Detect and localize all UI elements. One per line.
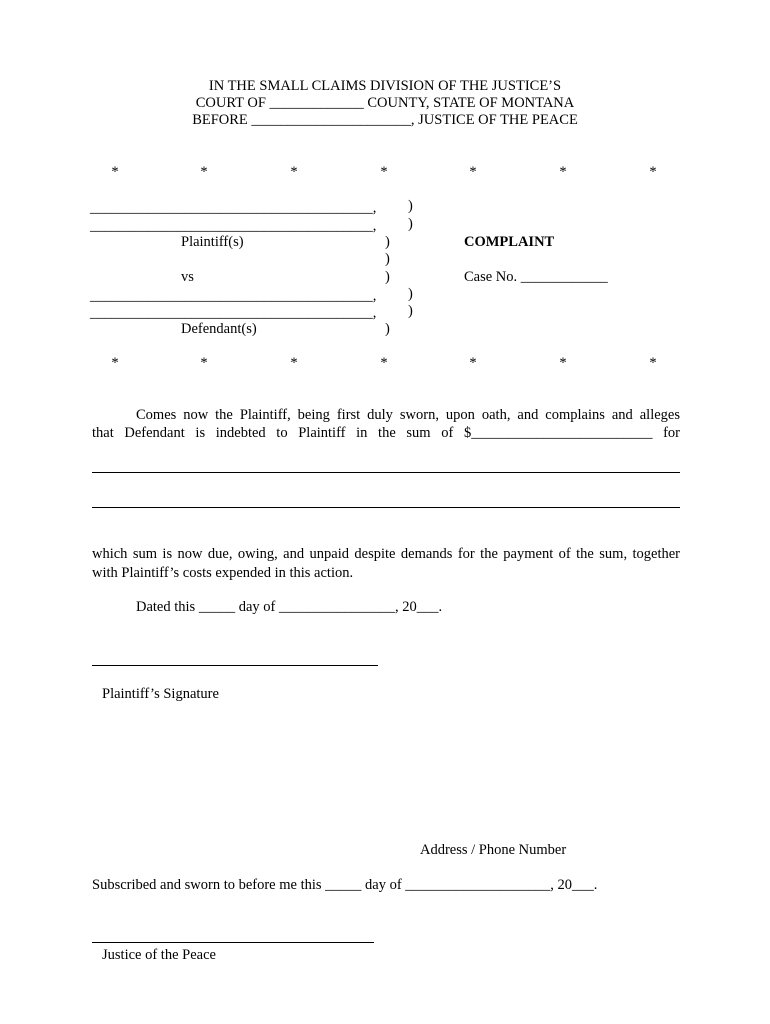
caption-paren: ) [385,269,390,285]
court-header-line-2: COURT OF _____________ COUNTY, STATE OF MONTANA [195,95,575,111]
separator-star: * [111,355,119,371]
plaintiff-label: Plaintiff(s) [181,234,244,250]
address-phone-label: Address / Phone Number [420,842,567,858]
plaintiff-signature-label: Plaintiff’s Signature [102,686,219,702]
justice-signature-line [92,942,374,943]
caption-paren: ) [408,198,413,214]
caption-paren: ) [385,251,390,267]
court-header-line-3: BEFORE ______________________, JUSTICE OF THE PEACE [192,112,578,128]
plaintiff-name-blank-2: _______________________________________, [90,218,377,234]
versus-label: vs [181,269,194,285]
document-title: COMPLAINT [464,234,555,250]
separator-star: * [469,164,477,180]
separator-star: * [559,355,567,371]
jurat-text: Subscribed and sworn to before me this _____ day of ____________________, 20___. [92,877,598,893]
dated-line: Dated this _____ day of ________________, 20___. [136,599,443,615]
separator-star: * [380,355,388,371]
court-header-line-1: IN THE SMALL CLAIMS DIVISION OF THE JUSTICE’S [208,78,562,94]
separator-star: * [290,355,298,371]
caption-paren: ) [408,303,413,319]
defendant-label: Defendant(s) [181,321,257,337]
complaint-paragraph-line-2: that Defendant is indebted to Plaintiff in the sum of $_________________________ for [92,425,680,441]
demand-paragraph-line-1: which sum is now due, owing, and unpaid despite demands for the payment of the sum, together [92,546,680,562]
defendant-name-blank-2: _______________________________________, [90,305,377,321]
caption-paren: ) [385,321,390,337]
claim-description-line-2 [92,507,680,508]
separator-star: * [649,355,657,371]
separator-star: * [111,164,119,180]
plaintiff-signature-line [92,665,378,666]
separator-star: * [559,164,567,180]
caption-paren: ) [408,216,413,232]
caption-paren: ) [385,234,390,250]
plaintiff-name-blank-1: _______________________________________, [90,200,377,216]
claim-description-line-1 [92,472,680,473]
case-number: Case No. ____________ [464,269,608,285]
separator-star: * [200,164,208,180]
separator-star: * [290,164,298,180]
separator-star: * [469,355,477,371]
demand-paragraph-line-2: with Plaintiff’s costs expended in this action. [92,565,354,581]
separator-star: * [649,164,657,180]
separator-star: * [200,355,208,371]
caption-paren: ) [408,286,413,302]
justice-of-the-peace-label: Justice of the Peace [102,947,216,963]
defendant-name-blank-1: _______________________________________, [90,288,377,304]
complaint-paragraph-line-1: Comes now the Plaintiff, being first duly sworn, upon oath, and complains and alleges [136,407,680,423]
separator-star: * [380,164,388,180]
